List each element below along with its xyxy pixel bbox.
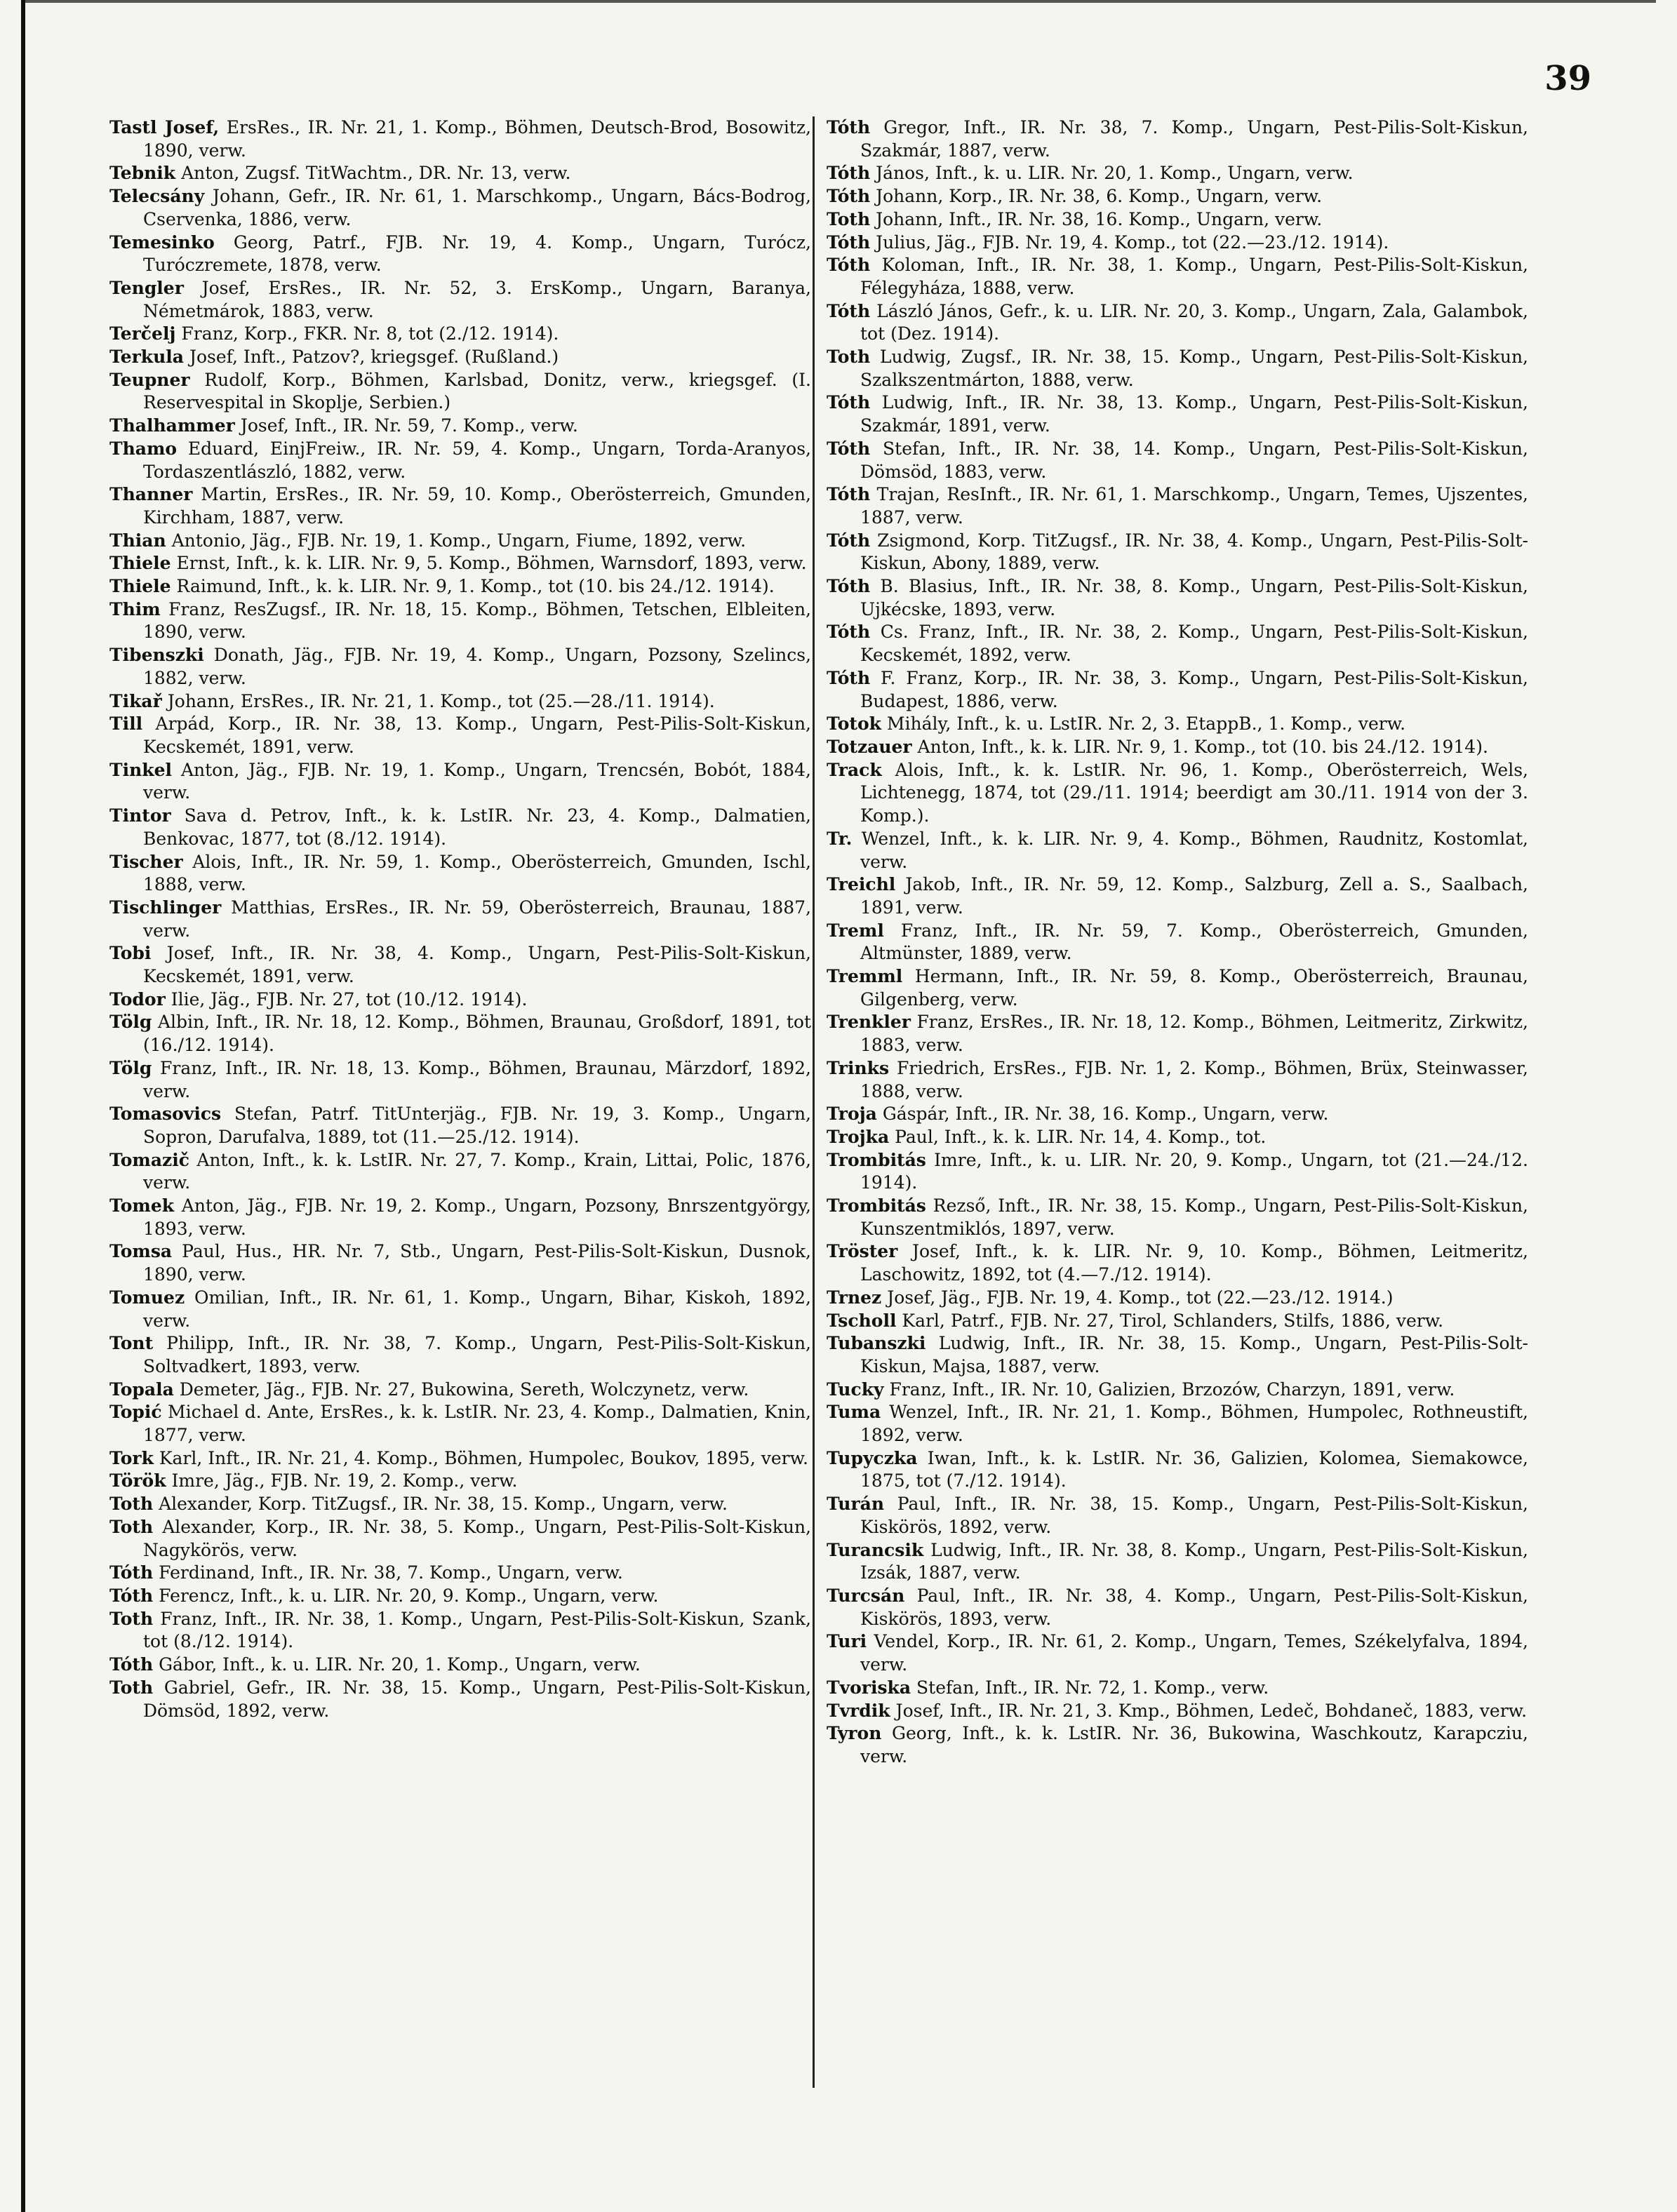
entry-details: Ludwig, Inft., IR. Nr. 38, 15. Komp., Ungarn, Pest-Pilis-Solt-Kiskun, Majsa, 1887, verw. (860, 1333, 1528, 1376)
list-entry (827, 1126, 1528, 1149)
list-entry (827, 1310, 1528, 1333)
entry-surname: Tomek (109, 1195, 175, 1216)
list-entry (109, 1240, 811, 1286)
entry-details: Franz, Korp., FKR. Nr. 8, tot (2./12. 1914). (175, 323, 559, 344)
entry-details: Johann, Korp., IR. Nr. 38, 6. Komp., Ungarn, verw. (870, 186, 1323, 207)
entry-surname: Török (109, 1470, 166, 1492)
entry-details: Alois, Inft., IR. Nr. 59, 1. Komp., Oberösterreich, Gmunden, Ischl, 1888, verw. (143, 851, 811, 895)
list-entry (109, 483, 811, 529)
list-entry (109, 690, 811, 713)
list-entry (827, 1195, 1528, 1240)
entry-details: Jakob, Inft., IR. Nr. 59, 12. Komp., Salzburg, Zell a. S., Saalbach, 1891, verw. (860, 874, 1528, 918)
entry-surname: Turcsán (827, 1586, 905, 1606)
entry-surname: Topala (109, 1379, 174, 1400)
entry-surname: Trojka (827, 1126, 890, 1147)
entry-details: Gábor, Inft., k. u. LIR. Nr. 20, 1. Komp., Ungarn, verw. (153, 1654, 641, 1675)
list-entry (109, 162, 811, 185)
entry-details: Hermann, Inft., IR. Nr. 59, 8. Komp., Oberösterreich, Braunau, Gilgenberg, verw. (860, 966, 1528, 1010)
list-entry (827, 1630, 1528, 1676)
entry-details: Mihály, Inft., k. u. LstIR. Nr. 2, 3. EtappB., 1. Komp., verw. (881, 713, 1406, 735)
entry-surname: Tóth (827, 255, 871, 276)
entry-surname: Totok (827, 713, 881, 735)
list-entry (827, 1585, 1528, 1630)
entry-surname: Terkula (109, 347, 185, 368)
list-entry (109, 644, 811, 690)
entry-details: Friedrich, ErsRes., FJB. Nr. 1, 2. Komp., Böhmen, Brüx, Steinwasser, 1888, verw. (860, 1057, 1528, 1101)
entry-details: Alexander, Korp., IR. Nr. 38, 5. Komp., Ungarn, Pest-Pilis-Solt-Kiskun, Nagykörös, verw. (143, 1516, 811, 1560)
entry-surname: Toth (827, 208, 871, 229)
entry-details: Josef, Inft., IR. Nr. 21, 3. Kmp., Böhmen, Ledeč, Bohdaneč, 1883, verw. (890, 1700, 1528, 1721)
list-entry (109, 1401, 811, 1447)
entry-surname: Treichl (827, 874, 896, 895)
list-entry (109, 1332, 811, 1378)
list-entry (109, 1562, 811, 1585)
entry-details: Zsigmond, Korp. TitZugsf., IR. Nr. 38, 4. Komp., Ungarn, Pest-Pilis-Solt-Kiskun, Abony, 1889, verw. (860, 530, 1528, 574)
entry-surname: Turancsik (827, 1539, 924, 1560)
entry-surname: Tomuez (109, 1287, 185, 1308)
entry-surname: Thiele (109, 553, 171, 574)
list-entry (109, 369, 811, 415)
entry-surname: Tebnik (109, 163, 176, 184)
entry-surname: Thiele (109, 576, 171, 597)
list-entry (827, 185, 1528, 208)
entry-details: B. Blasius, Inft., IR. Nr. 38, 8. Komp., Ungarn, Pest-Pilis-Solt-Kiskun, Ujkécske, 1893, verw. (860, 576, 1528, 619)
entry-surname: Toth (109, 1516, 154, 1537)
list-entry (827, 713, 1528, 736)
entry-details: Ludwig, Zugsf., IR. Nr. 38, 15. Komp., Ungarn, Pest-Pilis-Solt-Kiskun, Szalkszentmárton, 1888, verw. (860, 347, 1528, 390)
entry-surname: Tóth (827, 576, 871, 597)
entry-surname: Tinkel (109, 759, 173, 780)
entry-details: Anton, Jäg., FJB. Nr. 19, 1. Komp., Ungarn, Trencsén, Bobót, 1884, verw. (143, 759, 811, 803)
list-entry (827, 759, 1528, 828)
entry-surname: Teupner (109, 369, 190, 390)
list-entry (109, 323, 811, 346)
entry-surname: Tóth (827, 667, 871, 688)
entry-surname: Toth (109, 1677, 154, 1698)
entry-details: Donath, Jäg., FJB. Nr. 19, 4. Komp., Ungarn, Pozsony, Szelincs, 1882, verw. (143, 645, 811, 688)
entry-details: Franz, Inft., IR. Nr. 18, 13. Komp., Böhmen, Braunau, Märzdorf, 1892, verw. (143, 1057, 811, 1101)
entry-surname: Tóth (827, 484, 871, 505)
entry-surname: Thanner (109, 484, 193, 505)
list-entry (109, 1493, 811, 1516)
entry-details: Rezső, Inft., IR. Nr. 38, 15. Komp., Ungarn, Pest-Pilis-Solt-Kiskun, Kunszentmiklós, 1897, verw. (860, 1195, 1528, 1239)
entry-surname: Trinks (827, 1057, 890, 1078)
entry-details: Trajan, ResInft., IR. Nr. 61, 1. Marschkomp., Ungarn, Temes, Ujszentes, 1887, verw. (860, 484, 1528, 528)
entry-surname: Tucky (827, 1379, 884, 1400)
list-entry (109, 1470, 811, 1493)
list-entry (109, 1287, 811, 1332)
entry-details: Josef, ErsRes., IR. Nr. 52, 3. ErsKomp., Ungarn, Baranya, Németmárok, 1883, verw. (143, 277, 811, 321)
entry-details: Georg, Inft., k. k. LstIR. Nr. 36, Bukowina, Waschkoutz, Karapcziu, verw. (860, 1723, 1528, 1767)
entry-surname: Turi (827, 1631, 867, 1652)
entry-details: F. Franz, Korp., IR. Nr. 38, 3. Komp., Ungarn, Pest-Pilis-Solt-Kiskun, Budapest, 1886, verw. (860, 667, 1528, 711)
entry-surname: Trenkler (827, 1012, 911, 1033)
entry-surname: Trombitás (827, 1195, 926, 1216)
list-entry (827, 530, 1528, 575)
entry-surname: Tölg (109, 1012, 152, 1033)
entry-surname: Toth (827, 347, 871, 368)
entry-surname: Treml (827, 920, 884, 941)
list-entry (827, 254, 1528, 300)
entry-details: Cs. Franz, Inft., IR. Nr. 38, 2. Komp., Ungarn, Pest-Pilis-Solt-Kiskun, Kecskemét, 1892, verw. (860, 622, 1528, 666)
entry-surname: Tischer (109, 851, 183, 872)
list-entry (109, 1654, 811, 1677)
entry-details: Paul, Inft., IR. Nr. 38, 15. Komp., Ungarn, Pest-Pilis-Solt-Kiskun, Kiskörös, 1892, verw. (860, 1494, 1528, 1537)
entry-surname: Turán (827, 1494, 885, 1515)
entry-details: Arpád, Korp., IR. Nr. 38, 13. Komp., Ungarn, Pest-Pilis-Solt-Kiskun, Kecskemét, 1891, verw. (142, 713, 811, 757)
list-entry (109, 1608, 811, 1654)
entry-surname: Tont (109, 1333, 154, 1354)
entry-details: Anton, Jäg., FJB. Nr. 19, 2. Komp., Ungarn, Pozsony, Bnrszentgyörgy, 1893, verw. (143, 1195, 811, 1239)
entry-surname: Tvoriska (827, 1677, 911, 1698)
list-entry (827, 1149, 1528, 1195)
entry-details: Ernst, Inft., k. k. LIR. Nr. 9, 5. Komp., Böhmen, Warnsdorf, 1893, verw. (171, 553, 807, 574)
entry-surname: Tremml (827, 966, 903, 987)
entry-surname: Tomasovics (109, 1104, 222, 1125)
entry-surname: Tubanszki (827, 1333, 926, 1354)
entry-surname: Totzauer (827, 736, 912, 757)
entry-details: Raimund, Inft., k. k. LIR. Nr. 9, 1. Komp., tot (10. bis 24./12. 1914). (171, 576, 775, 597)
list-entry (827, 667, 1528, 713)
entry-details: Stefan, Inft., IR. Nr. 72, 1. Komp., verw. (911, 1677, 1269, 1698)
entry-details: Anton, Inft., k. k. LstIR. Nr. 27, 7. Komp., Krain, Littai, Polic, 1876, verw. (143, 1149, 811, 1193)
list-entry (827, 1287, 1528, 1310)
entry-surname: Telecsány (109, 186, 205, 207)
entry-details: Imre, Inft., k. u. LIR. Nr. 20, 9. Komp., Ungarn, tot (21.—24./12. 1914). (860, 1149, 1528, 1193)
entry-details: Sava d. Petrov, Inft., k. k. LstIR. Nr. 23, 4. Komp., Dalmatien, Benkovac, 1877, tot (8./12. 1914). (143, 805, 811, 849)
entry-surname: Trnez (827, 1287, 882, 1308)
entry-surname: Tóth (827, 300, 871, 321)
entry-details: Gregor, Inft., IR. Nr. 38, 7. Komp., Ungarn, Pest-Pilis-Solt-Kiskun, Szakmár, 1887, verw. (860, 117, 1528, 161)
list-entry (109, 415, 811, 438)
entry-surname: Tischlinger (109, 897, 222, 918)
list-entry (827, 1539, 1528, 1585)
entry-surname: Thian (109, 530, 166, 551)
list-entry (109, 277, 811, 323)
entry-details: Josef, Inft., k. k. LIR. Nr. 9, 10. Komp., Böhmen, Leitmeritz, Laschowitz, 1892, tot (4.—7./12. 1914). (860, 1241, 1528, 1285)
entry-details: Matthias, ErsRes., IR. Nr. 59, Oberösterreich, Braunau, 1887, verw. (143, 897, 811, 941)
entry-details: Albin, Inft., IR. Nr. 18, 12. Komp., Böhmen, Braunau, Großdorf, 1891, tot (16./12. 1914). (143, 1012, 811, 1056)
list-entry (827, 1677, 1528, 1700)
page-number: 39 (1544, 59, 1591, 98)
entry-details: Franz, ResZugsf., IR. Nr. 18, 15. Komp., Böhmen, Tetschen, Elbleiten, 1890, verw. (143, 598, 811, 643)
list-entry (827, 346, 1528, 391)
list-entry (827, 232, 1528, 255)
entry-details: ErsRes., IR. Nr. 21, 1. Komp., Böhmen, Deutsch-Brod, Bosowitz, 1890, verw. (143, 117, 811, 161)
list-entry (109, 232, 811, 277)
entry-details: Wenzel, Inft., IR. Nr. 21, 1. Komp., Böhmen, Humpolec, Rothneustift, 1892, verw. (860, 1402, 1528, 1446)
entry-surname: Tomsa (109, 1241, 173, 1262)
list-entry (827, 1057, 1528, 1103)
entry-surname: Topić (109, 1402, 162, 1423)
entry-details: Paul, Hus., HR. Nr. 7, Stb., Ungarn, Pest-Pilis-Solt-Kiskun, Dusnok, 1890, verw. (143, 1241, 811, 1285)
page-edge-rule (21, 0, 25, 2212)
entry-surname: Tork (109, 1447, 154, 1468)
entry-surname: Track (827, 759, 882, 780)
list-entry (109, 988, 811, 1012)
list-entry (827, 1447, 1528, 1493)
list-entry (109, 1195, 811, 1240)
entry-details: Franz, Inft., IR. Nr. 38, 1. Komp., Ungarn, Pest-Pilis-Solt-Kiskun, Szank, tot (8./12. 1914). (143, 1608, 811, 1652)
list-entry (827, 208, 1528, 232)
entry-surname: Tóth (109, 1654, 154, 1675)
entry-details: Paul, Inft., k. k. LIR. Nr. 14, 4. Komp., tot. (889, 1126, 1267, 1147)
entry-details: Iwan, Inft., k. k. LstIR. Nr. 36, Galizien, Kolomea, Siemakowce, 1875, tot (7./12. 1914). (860, 1447, 1528, 1492)
entry-details: Koloman, Inft., IR. Nr. 38, 1. Komp., Ungarn, Pest-Pilis-Solt-Kiskun, Félegyháza, 1888, verw. (860, 255, 1528, 298)
entry-surname: Tastl Josef, (109, 117, 220, 138)
entry-details: Julius, Jäg., FJB. Nr. 19, 4. Komp., tot (22.—23./12. 1914). (870, 232, 1389, 253)
top-rule (21, 0, 1656, 3)
entry-surname: Tóth (827, 438, 871, 459)
list-entry (109, 1057, 811, 1103)
entry-surname: Tóth (827, 392, 871, 413)
entry-surname: Tscholl (827, 1310, 897, 1331)
entry-surname: Thalhammer (109, 415, 235, 436)
entry-surname: Tóth (827, 622, 871, 643)
entry-surname: Tomazič (109, 1149, 189, 1170)
entry-surname: Tyron (827, 1723, 882, 1744)
list-entry (109, 897, 811, 942)
entry-details: Paul, Inft., IR. Nr. 38, 4. Komp., Ungarn, Pest-Pilis-Solt-Kiskun, Kiskörös, 1893, verw. (860, 1586, 1528, 1629)
list-entry (827, 1700, 1528, 1723)
list-entry (109, 575, 811, 598)
entry-details: Anton, Inft., k. k. LIR. Nr. 9, 1. Komp., tot (10. bis 24./12. 1914). (911, 736, 1488, 757)
entry-details: Philipp, Inft., IR. Nr. 38, 7. Komp., Ungarn, Pest-Pilis-Solt-Kiskun, Soltvadkert, 1893, verw. (143, 1333, 811, 1376)
entry-details: Demeter, Jäg., FJB. Nr. 27, Bukowina, Sereth, Wolczynetz, verw. (173, 1379, 749, 1400)
entry-details: Anton, Zugsf. TitWachtm., DR. Nr. 13, verw. (175, 163, 571, 184)
entry-details: Wenzel, Inft., k. k. LIR. Nr. 9, 4. Komp., Böhmen, Raudnitz, Kostomlat, verw. (852, 828, 1528, 872)
entry-surname: Tóth (109, 1586, 154, 1606)
list-entry (109, 1379, 811, 1402)
entry-surname: Tóth (827, 163, 871, 184)
list-entry (109, 1585, 811, 1608)
entry-details: Imre, Jäg., FJB. Nr. 19, 2. Komp., verw. (166, 1470, 518, 1492)
list-entry (109, 1516, 811, 1562)
entry-surname: Tupyczka (827, 1447, 918, 1468)
entry-details: Johann, Gefr., IR. Nr. 61, 1. Marschkomp., Ungarn, Bács-Bodrog, Cservenka, 1886, verw. (143, 186, 811, 229)
list-entry (109, 1677, 811, 1722)
entry-surname: Todor (109, 988, 166, 1010)
list-entry (827, 300, 1528, 346)
entry-surname: Tobi (109, 943, 152, 964)
entry-details: László János, Gefr., k. u. LIR. Nr. 20, 3. Komp., Ungarn, Zala, Galambok, tot (Dez. 1914). (860, 300, 1528, 344)
entry-details: Ludwig, Inft., IR. Nr. 38, 13. Komp., Ungarn, Pest-Pilis-Solt-Kiskun, Szakmár, 1891, verw. (860, 392, 1528, 436)
entry-surname: Thamo (109, 438, 178, 459)
list-entry (109, 438, 811, 483)
entry-details: János, Inft., k. u. LIR. Nr. 20, 1. Komp., Ungarn, verw. (870, 163, 1354, 184)
entry-details: Omilian, Inft., IR. Nr. 61, 1. Komp., Ungarn, Bihar, Kiskoh, 1892, verw. (143, 1287, 811, 1331)
entry-details: Martin, ErsRes., IR. Nr. 59, 10. Komp., Oberösterreich, Gmunden, Kirchham, 1887, verw. (143, 484, 811, 528)
right-column (827, 116, 1528, 1769)
list-entry (827, 116, 1528, 162)
entry-surname: Toth (109, 1608, 154, 1629)
list-entry (109, 1103, 811, 1148)
list-entry (109, 713, 811, 758)
list-entry (109, 1011, 811, 1057)
entry-surname: Thim (109, 598, 161, 619)
list-entry (827, 1493, 1528, 1539)
entry-surname: Tintor (109, 805, 171, 826)
entry-details: Alois, Inft., k. k. LstIR. Nr. 96, 1. Komp., Oberösterreich, Wels, Lichtenegg, 1874, tot (29./11. 1914; beerdigt am 30./11. 1914 von der 3. Komp.). (860, 759, 1528, 826)
entry-surname: Tóth (827, 186, 871, 207)
entry-details: Georg, Patrf., FJB. Nr. 19, 4. Komp., Ungarn, Turócz, Turóczremete, 1878, verw. (143, 232, 811, 276)
list-entry (827, 736, 1528, 759)
entry-details: Rudolf, Korp., Böhmen, Karlsbad, Donitz, verw., kriegsgef. (I. Reservespital in Skoplje, Serbien.) (143, 369, 811, 413)
list-entry (109, 759, 811, 805)
entry-surname: Tóth (827, 530, 871, 551)
entry-surname: Tr. (827, 828, 853, 849)
entry-details: Franz, Inft., IR. Nr. 10, Galizien, Brzozów, Charzyn, 1891, verw. (883, 1379, 1455, 1400)
list-entry (109, 552, 811, 575)
column-divider (813, 116, 815, 2088)
entry-details: Josef, Jäg., FJB. Nr. 19, 4. Komp., tot (22.—23./12. 1914.) (881, 1287, 1394, 1308)
entry-details: Gáspár, Inft., IR. Nr. 38, 16. Komp., Ungarn, verw. (876, 1104, 1329, 1125)
entry-details: Franz, ErsRes., IR. Nr. 18, 12. Komp., Böhmen, Leitmeritz, Zirkwitz, 1883, verw. (860, 1012, 1528, 1056)
list-entry (827, 828, 1528, 873)
list-entry (827, 965, 1528, 1011)
list-entry (109, 185, 811, 231)
list-entry (827, 483, 1528, 529)
list-entry (109, 598, 811, 644)
entry-surname: Temesinko (109, 232, 215, 253)
entry-details: Karl, Patrf., FJB. Nr. 27, Tirol, Schlanders, Stilfs, 1886, verw. (896, 1310, 1444, 1331)
entry-details: Josef, Inft., IR. Nr. 59, 7. Komp., verw. (234, 415, 578, 436)
entry-details: Johann, Inft., IR. Nr. 38, 16. Komp., Ungarn, verw. (870, 208, 1323, 229)
entry-surname: Till (109, 713, 143, 735)
entry-details: Ferencz, Inft., k. u. LIR. Nr. 20, 9. Komp., Ungarn, verw. (153, 1586, 659, 1606)
entry-details: Antonio, Jäg., FJB. Nr. 19, 1. Komp., Ungarn, Fiume, 1892, verw. (166, 530, 747, 551)
list-entry (827, 438, 1528, 483)
list-entry (827, 575, 1528, 621)
entry-details: Franz, Inft., IR. Nr. 59, 7. Komp., Oberösterreich, Gmunden, Altmünster, 1889, verw. (860, 920, 1528, 964)
entry-surname: Tvrdik (827, 1700, 890, 1721)
list-entry (827, 1240, 1528, 1286)
list-entry (109, 346, 811, 369)
entry-surname: Terčelj (109, 323, 176, 344)
list-entry (827, 1103, 1528, 1126)
list-entry (827, 1722, 1528, 1768)
entry-surname: Tölg (109, 1057, 152, 1078)
entry-details: Stefan, Patrf. TitUnterjäg., FJB. Nr. 19, 3. Komp., Ungarn, Sopron, Darufalva, 1889, tot (11.—25./12. 1914). (143, 1104, 811, 1147)
entry-surname: Tibenszki (109, 645, 204, 666)
list-entry (827, 621, 1528, 666)
entry-surname: Tikař (109, 690, 162, 711)
list-entry (827, 1379, 1528, 1402)
entry-surname: Tóth (827, 232, 871, 253)
entry-surname: Tóth (827, 117, 871, 138)
list-entry (827, 1332, 1528, 1378)
list-entry (109, 1447, 811, 1470)
entry-surname: Trombitás (827, 1149, 926, 1170)
list-entry (827, 1011, 1528, 1057)
entry-details: Eduard, EinjFreiw., IR. Nr. 59, 4. Komp., Ungarn, Torda-Aranyos, Tordaszentlászló, 1882, verw. (143, 438, 811, 482)
entry-details: Josef, Inft., IR. Nr. 38, 4. Komp., Ungarn, Pest-Pilis-Solt-Kiskun, Kecskemét, 1891, verw. (143, 943, 811, 987)
list-entry (827, 391, 1528, 437)
entry-details: Ludwig, Inft., IR. Nr. 38, 8. Komp., Ungarn, Pest-Pilis-Solt-Kiskun, Izsák, 1887, verw. (860, 1539, 1528, 1583)
entry-surname: Troja (827, 1104, 877, 1125)
entry-details: Alexander, Korp. TitZugsf., IR. Nr. 38, 15. Komp., Ungarn, verw. (153, 1494, 728, 1515)
entry-details: Gabriel, Gefr., IR. Nr. 38, 15. Komp., Ungarn, Pest-Pilis-Solt-Kiskun, Dömsöd, 1892, verw. (143, 1677, 811, 1721)
entry-surname: Tröster (827, 1241, 898, 1262)
entry-details: Ilie, Jäg., FJB. Nr. 27, tot (10./12. 1914). (165, 988, 528, 1010)
list-entry (109, 530, 811, 553)
entry-surname: Tengler (109, 277, 184, 298)
entry-surname: Tóth (109, 1562, 154, 1583)
list-entry (827, 873, 1528, 919)
list-entry (827, 162, 1528, 185)
list-entry (827, 1401, 1528, 1447)
entry-details: Vendel, Korp., IR. Nr. 61, 2. Komp., Ungarn, Temes, Székelyfalva, 1894, verw. (860, 1631, 1528, 1675)
entry-surname: Tuma (827, 1402, 881, 1423)
entry-surname: Toth (109, 1494, 154, 1515)
entry-details: Karl, Inft., IR. Nr. 21, 4. Komp., Böhmen, Humpolec, Boukov, 1895, verw. (153, 1447, 808, 1468)
list-entry (109, 942, 811, 988)
list-entry (109, 805, 811, 850)
list-entry (109, 851, 811, 897)
list-entry (109, 1149, 811, 1195)
entry-details: Johann, ErsRes., IR. Nr. 21, 1. Komp., tot (25.—28./11. 1914). (161, 690, 715, 711)
list-entry (827, 920, 1528, 965)
entry-details: Ferdinand, Inft., IR. Nr. 38, 7. Komp., Ungarn, verw. (153, 1562, 623, 1583)
entry-details: Stefan, Inft., IR. Nr. 38, 14. Komp., Ungarn, Pest-Pilis-Solt-Kiskun, Dömsöd, 1883, verw. (860, 438, 1528, 482)
list-entry (109, 116, 811, 162)
left-column (109, 116, 811, 1722)
entry-details: Michael d. Ante, ErsRes., k. k. LstIR. Nr. 23, 4. Komp., Dalmatien, Knin, 1877, verw. (143, 1402, 811, 1446)
entry-details: Josef, Inft., Patzov?, kriegsgef. (Rußland.) (184, 347, 559, 368)
